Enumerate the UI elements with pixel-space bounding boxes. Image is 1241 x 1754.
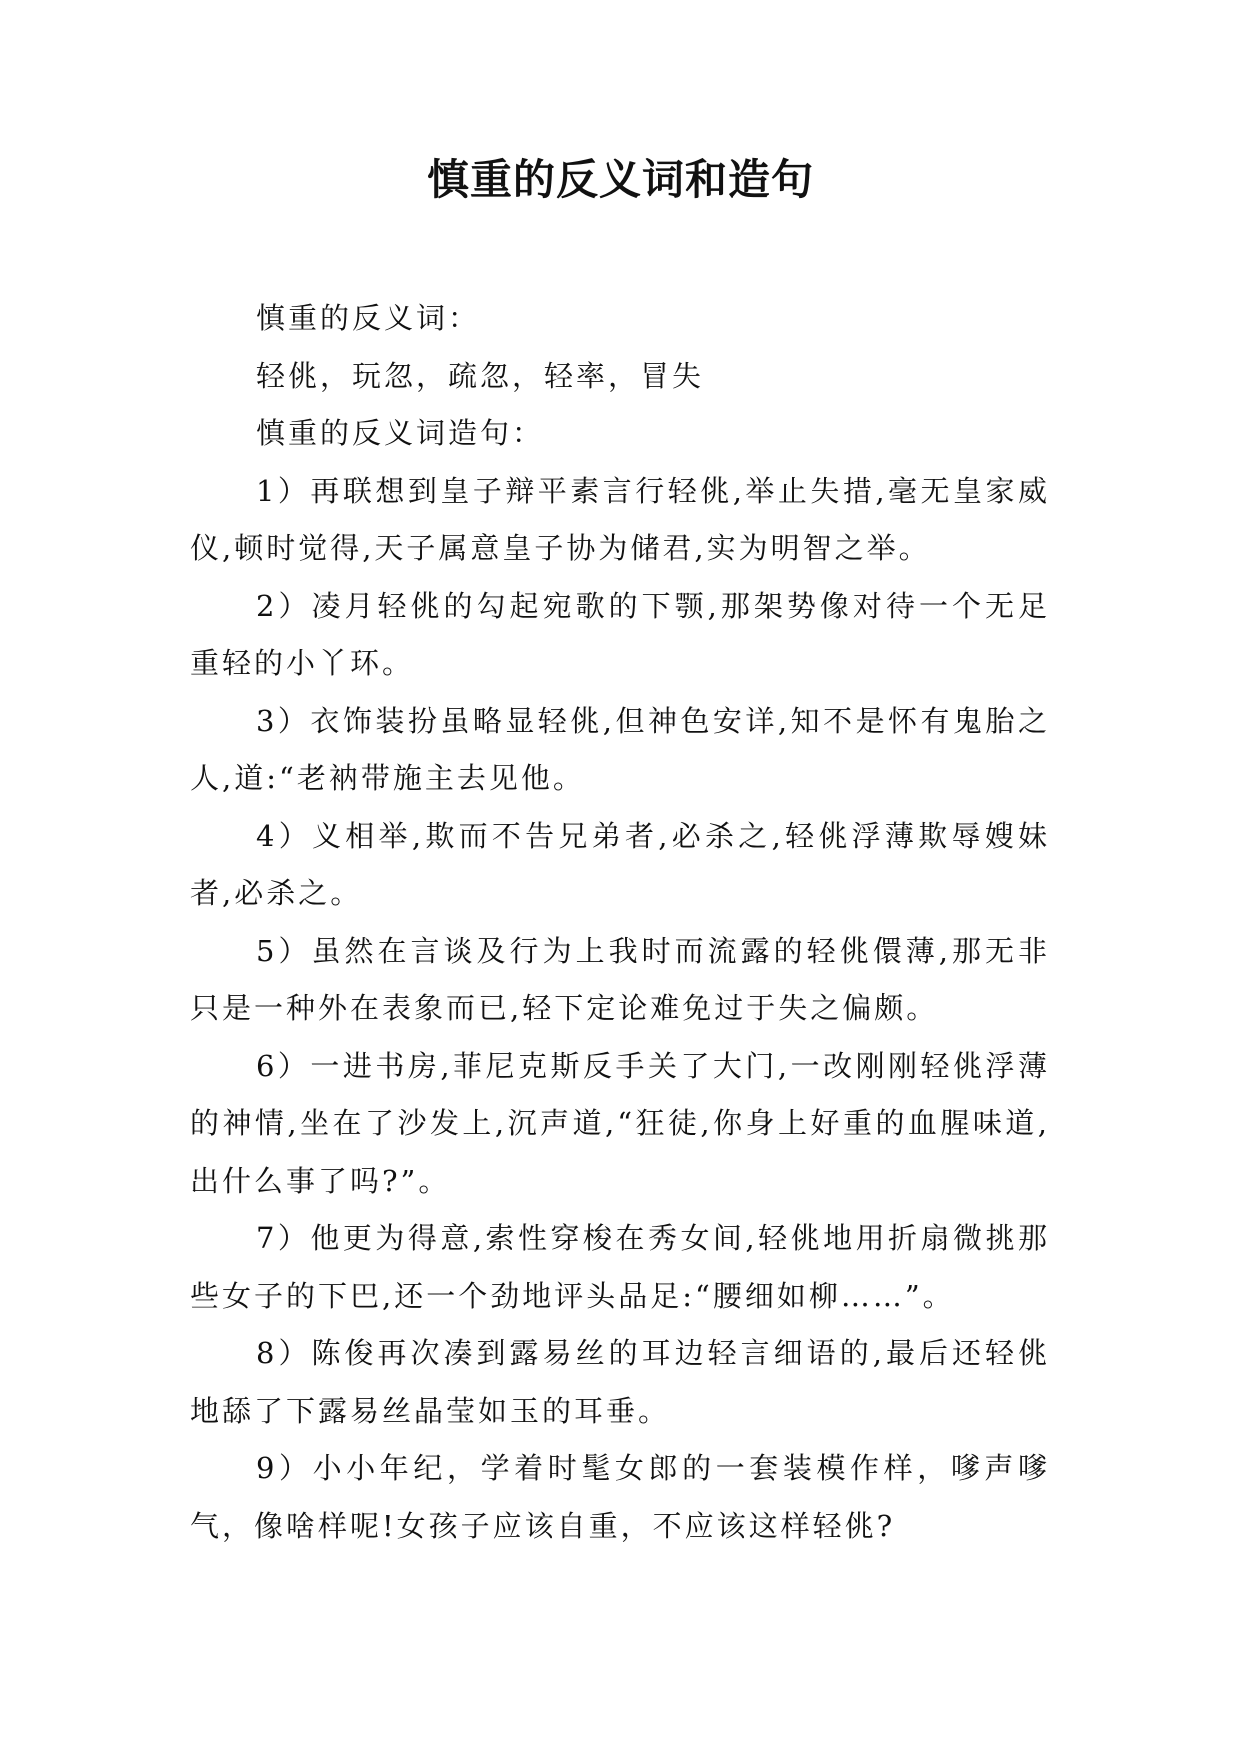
document-title: 慎重的反义词和造句 — [426, 155, 814, 204]
paragraph-example-7: 7）他更为得意,索性穿梭在秀女间,轻佻地用折扇微挑那些女子的下巴,还一个劲地评头品足:“腰细如柳……”。 — [190, 1221, 1050, 1313]
paragraph-example-3: 3）衣饰装扮虽略显轻佻,但神色安详,知不是怀有鬼胎之人,道:“老衲带施主去见他。 — [190, 703, 1050, 795]
paragraph-sentence-heading: 慎重的反义词造句： — [256, 416, 545, 450]
paragraph-example-8: 8）陈俊再次凑到露易丝的耳边轻言细语的,最后还轻佻地舔了下露易丝晶莹如玉的耳垂。 — [190, 1336, 1050, 1428]
paragraph-antonym-heading: 慎重的反义词： — [256, 301, 481, 335]
paragraph-example-6: 6）一进书房,菲尼克斯反手关了大门,一改刚刚轻佻浮薄的神情,坐在了沙发上,沉声道,“狂徒,你身上好重的血腥味道,出什么事了吗?”。 — [190, 1048, 1050, 1198]
paragraph-example-4: 4）义相举,欺而不告兄弟者,必杀之,轻佻浮薄欺辱嫂妹者,必杀之。 — [190, 818, 1050, 910]
paragraph-antonym-list: 轻佻，玩忽，疏忽，轻率，冒失 — [256, 358, 705, 393]
paragraph-example-5: 5）虽然在言谈及行为上我时而流露的轻佻儇薄,那无非只是一种外在表象而已,轻下定论难免过于失之偏颇。 — [190, 933, 1050, 1025]
paragraph-example-2: 2）凌月轻佻的勾起宛歌的下颚,那架势像对待一个无足重轻的小丫环。 — [190, 588, 1050, 680]
document-body — [190, 290, 1050, 1555]
paragraph-example-1: 1）再联想到皇子辩平素言行轻佻,举止失措,毫无皇家威仪,顿时觉得,天子属意皇子协为储君,实为明智之举。 — [190, 473, 1050, 565]
paragraph-example-9: 9）小小年纪，学着时髦女郎的一套装模作样，嗲声嗲气，像啥样呢!女孩子应该自重，不应该这样轻佻? — [190, 1451, 1050, 1543]
